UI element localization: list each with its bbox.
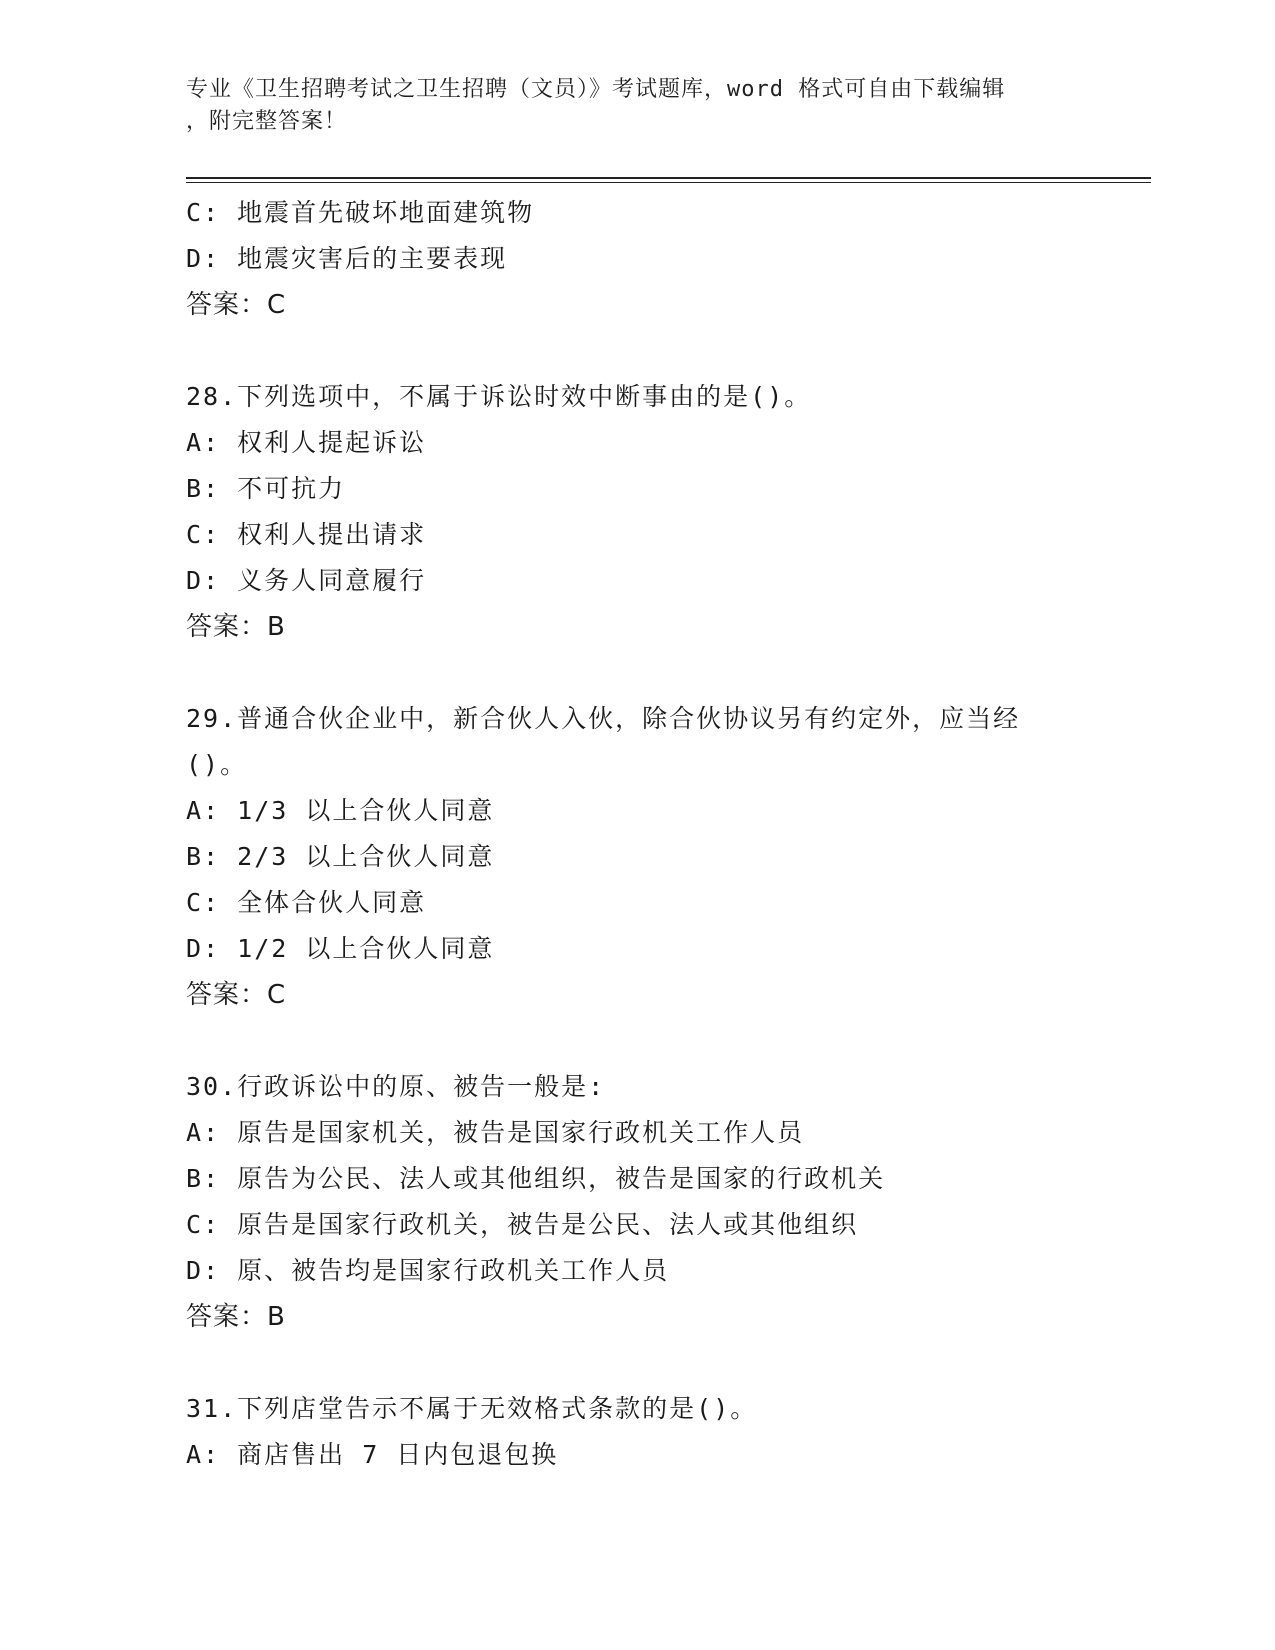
- question-text: 30.行政诉讼中的原、被告一般是:: [186, 1072, 606, 1101]
- option-a: A: 1/3 以上合伙人同意: [186, 796, 495, 825]
- option-b: B: 不可抗力: [186, 474, 346, 503]
- header-line-2: ，附完整答案！: [186, 109, 348, 134]
- option-c: C: 权利人提出请求: [186, 520, 427, 549]
- question-text: 28.下列选项中，不属于诉讼时效中断事由的是()。: [186, 382, 812, 411]
- option-c: C: 原告是国家行政机关，被告是公民、法人或其他组织: [186, 1210, 859, 1239]
- option-a: A: 商店售出 7 日内包退包换: [186, 1440, 559, 1469]
- question-text: 29.普通合伙企业中，新合伙人入伙，除合伙协议另有约定外，应当经: [186, 704, 1021, 733]
- spacer: [186, 328, 1146, 374]
- question-28: [186, 374, 1146, 650]
- header-line-1: 专业《卫生招聘考试之卫生招聘（文员）》考试题库，word 格式可自由下载编辑: [186, 77, 1006, 102]
- spacer: [186, 1340, 1146, 1386]
- option-d: D: 义务人同意履行: [186, 566, 427, 595]
- question-29: [186, 696, 1146, 1018]
- option-d: D: 1/2 以上合伙人同意: [186, 934, 495, 963]
- question-30: [186, 1064, 1146, 1340]
- spacer: [186, 650, 1146, 696]
- spacer: [186, 1018, 1146, 1064]
- option-a: A: 权利人提起诉讼: [186, 428, 427, 457]
- question-content: [186, 190, 1146, 1478]
- option-c: C: 地震首先破坏地面建筑物: [186, 198, 535, 227]
- option-d: D: 原、被告均是国家行政机关工作人员: [186, 1256, 670, 1285]
- answer-line: 答案：C: [186, 290, 287, 320]
- question-text: 31.下列店堂告示不属于无效格式条款的是()。: [186, 1394, 758, 1423]
- option-c: C: 全体合伙人同意: [186, 888, 427, 917]
- option-a: A: 原告是国家机关，被告是国家行政机关工作人员: [186, 1118, 805, 1147]
- option-d: D: 地震灾害后的主要表现: [186, 244, 508, 273]
- option-b: B: 原告为公民、法人或其他组织，被告是国家的行政机关: [186, 1164, 886, 1193]
- answer-line: 答案：C: [186, 980, 287, 1010]
- answer-line: 答案：B: [186, 612, 286, 642]
- option-b: B: 2/3 以上合伙人同意: [186, 842, 495, 871]
- previous-question-tail: [186, 190, 1146, 328]
- answer-line: 答案：B: [186, 1302, 286, 1332]
- header-rule-thin: [186, 182, 1151, 183]
- question-31: [186, 1386, 1146, 1478]
- question-text-continued: ()。: [186, 750, 248, 779]
- document-header: [186, 74, 1066, 138]
- header-rule-thick: [186, 177, 1151, 179]
